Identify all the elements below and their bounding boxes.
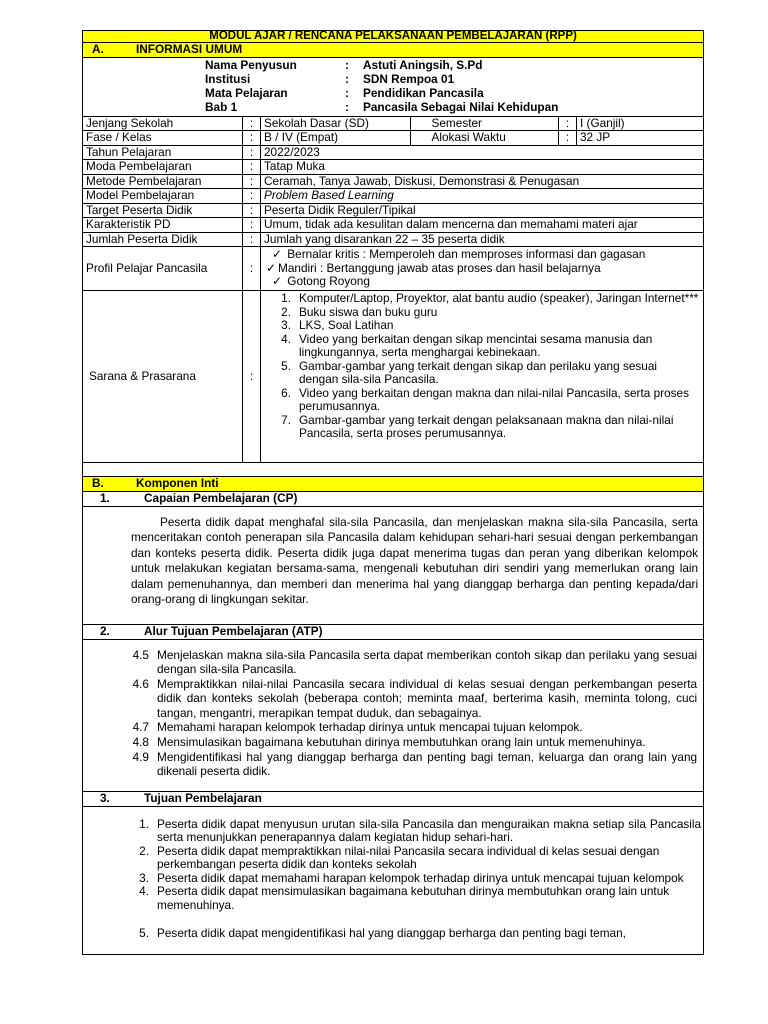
list-item (127, 927, 701, 941)
info-value: Jumlah yang disarankan 22 – 35 peserta didik (261, 232, 704, 247)
document-title: MODUL AJAR / RENCANA PELAKSANAAN PEMBELAJARAN (RPP) (83, 31, 704, 43)
list-number: 6. (281, 385, 291, 400)
colon: : (243, 203, 261, 218)
profil-label: Profil Pelajar Pancasila (83, 247, 243, 291)
list-text: Mempraktikkan nilai-nilai Pancasila secara individual di kelas sesuai dengan perkembangan peserta didik dan konteks sekolah (beberapa contoh; meminta maaf, berterima kasih, meminta tolong, cuci tangan, mengantri, merapikan tempat duduk, dan sebagainya. (157, 676, 698, 720)
list-item (269, 387, 699, 414)
colon: : (243, 131, 261, 146)
list-number: 4.7 (132, 720, 149, 735)
sarana-list (261, 291, 704, 463)
tujuan-body (83, 806, 704, 954)
profil-item-text: Gotong Royong (287, 274, 370, 289)
colon: : (559, 116, 577, 131)
header-info-row (205, 101, 703, 115)
rpp-table (82, 30, 704, 955)
header-info-row (205, 73, 703, 87)
list-text: LKS, Soal Latihan (299, 318, 394, 332)
cp-body (83, 506, 704, 624)
cp-number: 1. (100, 490, 110, 505)
cp-text: Peserta didik dapat menghafal sila-sila Pancasila, dan menjelaskan makna sila-sila Pancasila, serta menceritakan contoh penerapan sila Pancasila dalam kehidupan sehari-hari sesuai dengan perkembangan dan konteks peserta didik. Peserta didik juga dapat menerima tugas dan peran yang diberikan kelompok untuk melakukan kegiatan bersama-sama, mengenali kebutuhan diri sendiri yang memerlukan orang lain dalam pemenuhannya, dan memberi dan menerima hal yang dianggap berharga dan penting kepada/dari orang-orang di lingkungan sekitar. (131, 514, 699, 606)
info-value: Problem Based Learning (261, 189, 704, 204)
sarana-label: Sarana & Prasarana (83, 291, 243, 463)
profil-item-text: Mandiri : Bertanggung jawab atas proses dan hasil belajarnya (278, 260, 601, 275)
tujuan-number: 3. (100, 790, 110, 805)
colon: : (243, 189, 261, 204)
colon: : (243, 160, 261, 175)
info-value: 2022/2023 (261, 145, 704, 160)
cp-label: Capaian Pembelajaran (CP) (144, 490, 298, 505)
header-info-label: Mata Pelajaran (205, 85, 288, 100)
section-a-header (83, 43, 704, 58)
atp-body (83, 639, 704, 791)
list-text: Gambar-gambar yang terkait dengan pelaksanaan makna dan nilai-nilai Pancasila, serta proses perumusannya. (299, 412, 674, 440)
list-number: 4. (139, 884, 149, 899)
colon: : (243, 218, 261, 233)
colon: : (243, 116, 261, 131)
list-item (127, 885, 701, 912)
info-value: Ceramah, Tanya Jawab, Diskusi, Demonstrasi & Penugasan (261, 174, 704, 189)
info-label: Tahun Pelajaran (83, 145, 243, 160)
profil-item (264, 248, 700, 262)
list-item (127, 818, 701, 845)
list-number: 7. (281, 412, 291, 427)
section-b-header (83, 477, 704, 492)
atp-header (83, 624, 704, 639)
section-b-letter: B. (92, 476, 104, 490)
list-number: 4.8 (132, 735, 149, 750)
profil-item (264, 275, 700, 289)
header-info-label: Bab 1 (205, 99, 238, 114)
list-text: Mengidentifikasi hal yang dianggap berharga dan penting bagi teman, keluarga dan orang lain yang dikenali peserta didik. (157, 749, 698, 779)
header-info-label: Institusi (205, 71, 251, 86)
atp-number: 2. (100, 623, 110, 638)
list-number: 5. (281, 358, 291, 373)
header-info-value: Astuti Aningsih, S.Pd (363, 57, 483, 72)
info-label: Metode Pembelajaran (83, 174, 243, 189)
list-item (127, 677, 697, 721)
list-item (127, 750, 697, 779)
rpp-document (82, 30, 703, 955)
list-text: Gambar-gambar yang terkait dengan sikap dan perilaku yang sesuai dengan sila-sila Pancasila. (299, 358, 658, 386)
list-item (127, 845, 701, 872)
list-number: 1. (281, 291, 291, 305)
list-item (127, 720, 697, 735)
list-text: Peserta didik dapat memahami harapan kelompok terhadap dirinya untuk mencapai tujuan kelompok (157, 870, 684, 885)
colon: : (243, 174, 261, 189)
spacer-row (83, 463, 704, 477)
jenjang-label: Jenjang Sekolah (83, 116, 243, 131)
colon: : (243, 232, 261, 247)
list-item (269, 360, 699, 387)
header-info-block (83, 57, 704, 116)
header-info-colon: : (345, 71, 349, 86)
semester-value: I (Ganjil) (577, 116, 704, 131)
list-text: Peserta didik dapat mensimulasikan bagaimana kebutuhan dirinya membutuhkan orang lain untuk memenuhinya. (157, 884, 670, 913)
list-text: Buku siswa dan buku guru (299, 304, 438, 319)
alokasi-label: Alokasi Waktu (429, 131, 559, 146)
list-item (269, 414, 699, 441)
atp-label: Alur Tujuan Pembelajaran (ATP) (144, 623, 323, 638)
fase-value: B / IV (Empat) (261, 131, 411, 146)
info-value: Umum, tidak ada kesulitan dalam mencerna dan memahami materi ajar (261, 218, 704, 233)
alokasi-value: 32 JP (577, 131, 704, 146)
list-item (127, 735, 697, 750)
check-icon: ✓ (272, 274, 282, 289)
cp-header (83, 491, 704, 506)
info-label: Model Pembelajaran (83, 189, 243, 204)
info-label: Moda Pembelajaran (83, 160, 243, 175)
list-text: Memahami harapan kelompok terhadap dirinya untuk mencapai tujuan kelompok. (157, 720, 583, 735)
profil-list (261, 247, 704, 291)
list-item (127, 648, 697, 677)
profil-item-text: Bernalar kritis : Memperoleh dan memproses informasi dan gagasan (287, 247, 646, 262)
check-icon: ✓ (266, 260, 276, 275)
list-number: 3. (281, 318, 291, 332)
list-number: 4.9 (132, 749, 149, 764)
list-item (269, 292, 699, 306)
section-a-letter: A. (92, 42, 104, 56)
list-number: 4. (281, 331, 291, 346)
profil-item (264, 262, 700, 276)
list-number: 1. (139, 816, 149, 831)
header-info-value: Pancasila Sebagai Nilai Kehidupan (363, 99, 559, 114)
list-text: Mensimulasikan bagaimana kebutuhan dirinya membutuhkan orang lain untuk memenuhinya. (157, 735, 646, 750)
section-a-label: INFORMASI UMUM (136, 42, 243, 56)
check-icon: ✓ (272, 247, 282, 262)
list-text: Peserta didik dapat mengidentifikasi hal yang dianggap berharga dan penting bagi teman, (157, 925, 626, 940)
list-text: Komputer/Laptop, Proyektor, alat bantu audio (speaker), Jaringan Internet*** (299, 291, 699, 305)
header-info-value: Pendidikan Pancasila (363, 85, 484, 100)
list-number: 4.6 (132, 676, 149, 691)
list-number: 2. (281, 304, 291, 319)
list-text: Menjelaskan makna sila-sila Pancasila serta dapat memberikan contoh sikap dan perilaku yang sesuai dengan sila-sila Pancasila. (157, 647, 698, 677)
semester-label: Semester (429, 116, 559, 131)
list-text: Video yang berkaitan dengan sikap mencintai sesama manusia dan lingkungannya, serta menghargai kebinekaan. (299, 331, 653, 359)
colon: : (243, 145, 261, 160)
info-value: Tatap Muka (261, 160, 704, 175)
info-label: Target Peserta Didik (83, 203, 243, 218)
colon: : (243, 291, 261, 463)
info-label: Karakteristik PD (83, 218, 243, 233)
list-number: 4.5 (132, 647, 149, 662)
header-info-colon: : (345, 85, 349, 100)
header-info-colon: : (345, 99, 349, 114)
list-number: 2. (139, 843, 149, 858)
list-item (269, 333, 699, 360)
jenjang-value: Sekolah Dasar (SD) (261, 116, 411, 131)
header-info-label: Nama Penyusun (205, 57, 297, 72)
colon: : (243, 247, 261, 291)
list-item (127, 872, 701, 886)
list-text: Peserta didik dapat mempraktikkan nilai-nilai Pancasila secara individual di kelas sesuai dengan perkembangan peserta didik dan konteks sekolah (157, 843, 660, 872)
colon: : (559, 131, 577, 146)
list-text: Peserta didik dapat menyusun urutan sila-sila Pancasila dan menguraikan makna setiap sila Pancasila serta menunjukkan penerapannya dalam kegiatan hidup sehari-hari. (157, 816, 702, 845)
header-info-colon: : (345, 57, 349, 72)
header-info-row (205, 59, 703, 73)
list-number: 5. (139, 925, 149, 940)
header-info-row (205, 87, 703, 101)
list-text: Video yang berkaitan dengan makna dan nilai-nilai Pancasila, serta proses perumusannya. (299, 385, 689, 413)
fase-label: Fase / Kelas (83, 131, 243, 146)
tujuan-header (83, 791, 704, 806)
info-value: Peserta Didik Reguler/Tipikal (261, 203, 704, 218)
list-number: 3. (139, 870, 149, 885)
section-b-label: Komponen Inti (136, 476, 219, 490)
info-label: Jumlah Peserta Didik (83, 232, 243, 247)
list-item (269, 319, 699, 333)
list-item (269, 306, 699, 320)
tujuan-label: Tujuan Pembelajaran (144, 790, 262, 805)
header-info-value: SDN Rempoa 01 (363, 71, 455, 86)
